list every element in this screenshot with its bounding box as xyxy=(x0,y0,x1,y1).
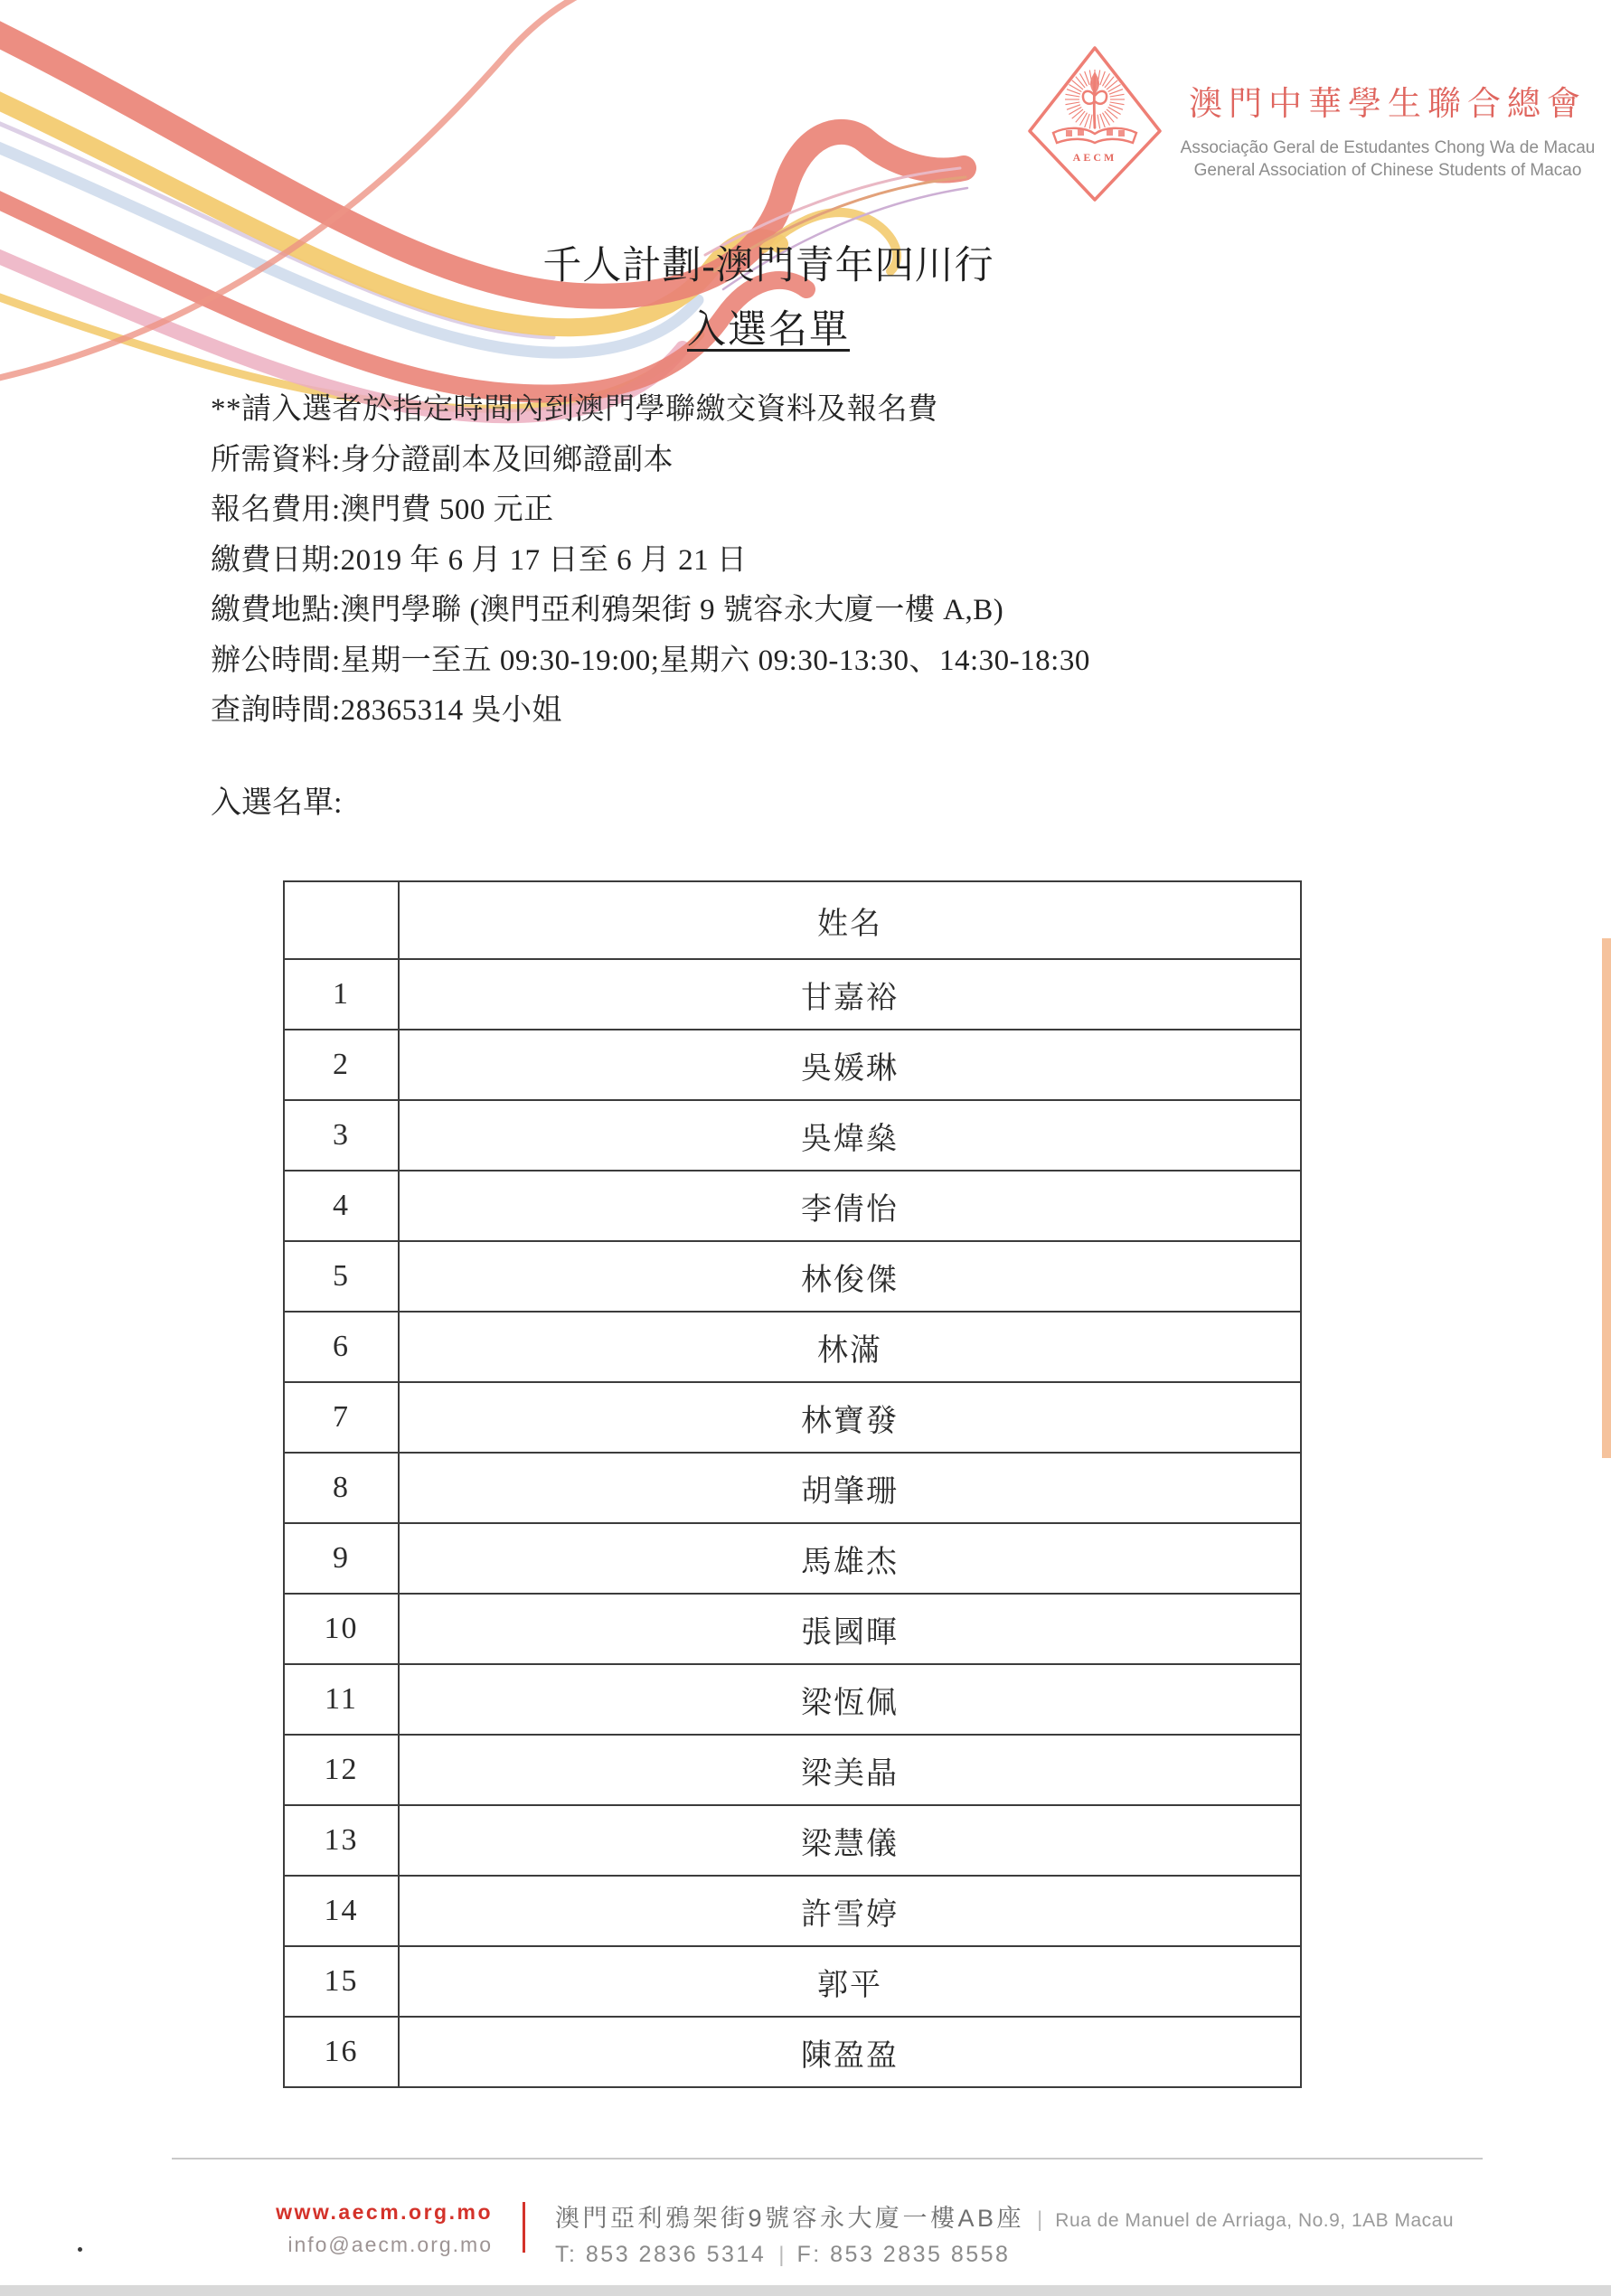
row-name: 李倩怡 xyxy=(399,1171,1301,1241)
row-name: 梁慧儀 xyxy=(399,1805,1301,1876)
document-subtitle: 入選名單 xyxy=(687,309,850,352)
table-row xyxy=(284,1030,1301,1100)
org-name-block xyxy=(1157,76,1611,181)
table-row xyxy=(284,1876,1301,1946)
table-row xyxy=(284,1735,1301,1805)
table-row xyxy=(284,1241,1301,1312)
row-number: 10 xyxy=(284,1594,399,1664)
table-row xyxy=(284,1171,1301,1241)
row-name: 吳煒燊 xyxy=(399,1100,1301,1171)
logo-book-icon xyxy=(1053,128,1136,143)
notice-line: **請入選者於指定時間內到澳門學聯繳交資料及報名費 xyxy=(211,393,938,426)
table-row xyxy=(284,1664,1301,1735)
footer-phone: T: 853 2836 5314 xyxy=(555,2242,767,2267)
table-header-row xyxy=(284,881,1301,959)
footer-separator: | xyxy=(778,2243,785,2267)
org-name-english: General Association of Chinese Students of Macao xyxy=(1193,161,1582,180)
logo-acronym: AECM xyxy=(1072,151,1117,164)
row-number: 1 xyxy=(284,959,399,1030)
row-name: 張國暉 xyxy=(399,1594,1301,1664)
footer-address-block xyxy=(555,2198,1454,2268)
footer-website: www.aecm.org.mo xyxy=(276,2200,493,2224)
document-title: 千人計劃-澳門青年四川行 xyxy=(542,245,994,287)
row-name: 梁美晶 xyxy=(399,1735,1301,1805)
row-name: 林滿 xyxy=(399,1312,1301,1382)
row-number: 14 xyxy=(284,1876,399,1946)
row-number: 11 xyxy=(284,1664,399,1735)
title-block xyxy=(434,235,1103,354)
table-row xyxy=(284,1382,1301,1453)
scan-bottom-band xyxy=(0,2285,1611,2296)
row-number: 8 xyxy=(284,1453,399,1523)
row-name: 林俊傑 xyxy=(399,1241,1301,1312)
row-number: 4 xyxy=(284,1171,399,1241)
row-name: 許雪婷 xyxy=(399,1876,1301,1946)
row-name: 郭平 xyxy=(399,1946,1301,2017)
notice-line: 查詢時間:28365314 吳小姐 xyxy=(211,694,562,727)
row-name: 陳盈盈 xyxy=(399,2017,1301,2087)
footer-separator: | xyxy=(1037,2207,1043,2232)
row-number: 12 xyxy=(284,1735,399,1805)
row-number: 2 xyxy=(284,1030,399,1100)
table-row xyxy=(284,1523,1301,1594)
row-name: 梁恆佩 xyxy=(399,1664,1301,1735)
row-number: 15 xyxy=(284,1946,399,2017)
row-number: 6 xyxy=(284,1312,399,1382)
roster-body xyxy=(284,881,1301,2087)
table-row xyxy=(284,959,1301,1030)
header-name-cell: 姓名 xyxy=(399,881,1301,959)
row-name: 甘嘉裕 xyxy=(399,959,1301,1030)
row-number: 16 xyxy=(284,2017,399,2087)
footer-phone-line xyxy=(555,2242,1454,2268)
scan-edge-strip xyxy=(1602,938,1611,1458)
logo-leaf-icon xyxy=(1083,72,1107,128)
row-number: 5 xyxy=(284,1241,399,1312)
row-name: 吳媛琳 xyxy=(399,1030,1301,1100)
header-blank-cell xyxy=(284,881,399,959)
row-name: 胡肇珊 xyxy=(399,1453,1301,1523)
table-row xyxy=(284,2017,1301,2087)
table-row xyxy=(284,1594,1301,1664)
footer-fax: F: 853 2835 8558 xyxy=(796,2242,1011,2267)
notice-line: 繳費地點:澳門學聯 (澳門亞利鴉架街 9 號容永大廈一樓 A,B) xyxy=(211,594,1004,626)
footer-divider-line xyxy=(172,2158,1483,2160)
notice-line: 所需資料:身分證副本及回鄉證副本 xyxy=(211,443,674,476)
scan-spot xyxy=(78,2247,82,2252)
org-name-portuguese: Associação Geral de Estudantes Chong Wa de Macau xyxy=(1180,138,1596,157)
table-row xyxy=(284,1100,1301,1171)
row-name: 林寶發 xyxy=(399,1382,1301,1453)
footer-email: info@aecm.org.mo xyxy=(287,2233,493,2256)
footer-address-line xyxy=(555,2198,1454,2234)
table-row xyxy=(284,1312,1301,1382)
org-name-chinese: 澳門中華學生聯合總會 xyxy=(1189,86,1587,123)
aecm-logo xyxy=(1026,45,1164,202)
notice-block xyxy=(211,385,1090,737)
notice-line: 報名費用:澳門費 500 元正 xyxy=(211,494,554,526)
row-number: 3 xyxy=(284,1100,399,1171)
notice-line: 辦公時間:星期一至五 09:30-19:00;星期六 09:30-13:30、14:30-18:30 xyxy=(211,644,1090,677)
footer-address-english: Rua de Manuel de Arriaga, No.9, 1AB Macau xyxy=(1055,2210,1455,2231)
row-number: 13 xyxy=(284,1805,399,1876)
roster-table xyxy=(283,880,1302,2088)
row-name: 馬雄杰 xyxy=(399,1523,1301,1594)
notice-line: 繳費日期:2019 年 6 月 17 日至 6 月 21 日 xyxy=(211,543,748,577)
row-number: 7 xyxy=(284,1382,399,1453)
row-number: 9 xyxy=(284,1523,399,1594)
footer-contact-block xyxy=(217,2200,493,2257)
table-row xyxy=(284,1805,1301,1876)
table-row xyxy=(284,1453,1301,1523)
roster-label: 入選名單: xyxy=(211,786,343,820)
footer-address-chinese: 澳門亞利鴉架街9號容永大廈一樓AB座 xyxy=(555,2205,1025,2232)
table-row xyxy=(284,1946,1301,2017)
footer-red-rule xyxy=(523,2202,525,2253)
